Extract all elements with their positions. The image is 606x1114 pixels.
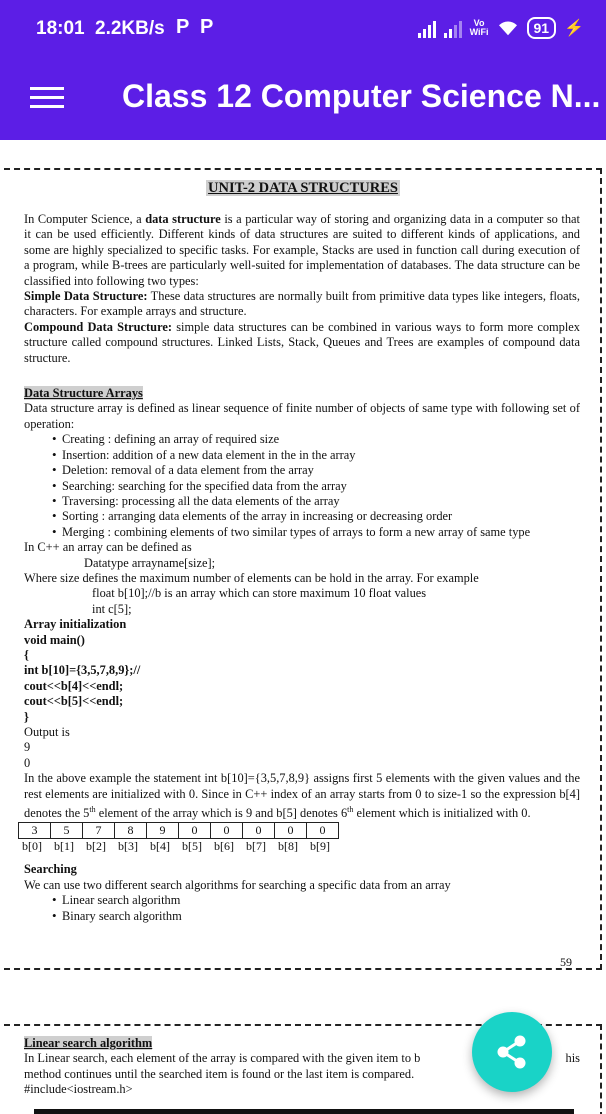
- linear-search-heading: Linear search algorithm: [24, 1036, 153, 1050]
- searching-heading: Searching: [24, 862, 77, 877]
- list-item: • Deletion: removal of a data element from the array: [24, 463, 580, 478]
- compound-ds-paragraph: Compound Data Structure: simple data structures can be combined in various ways to form more complex structure called compound structures. Linked Lists, Stack, Queues and Trees are examples of compound data structure.: [24, 319, 580, 365]
- array-cell: 5: [51, 822, 83, 838]
- document-body: [24, 212, 580, 924]
- code-line: {: [24, 647, 29, 662]
- page-border-top: [4, 168, 602, 170]
- cpp-syntax: Datatype arrayname[size];: [84, 555, 216, 570]
- array-index: b[6]: [214, 838, 234, 853]
- code-line: cout<<b[4]<<endl;: [24, 678, 124, 693]
- share-button[interactable]: [472, 1012, 552, 1092]
- array-index: b[7]: [246, 838, 266, 853]
- status-time: 18:01: [36, 18, 85, 39]
- array-cell: 7: [83, 822, 115, 838]
- output-value: 9: [24, 740, 31, 755]
- linear-search-line: method continues until the searched item is found or the last item is compared.: [24, 1066, 415, 1081]
- operations-list: [24, 432, 580, 540]
- array-index: b[5]: [182, 838, 202, 853]
- code-line: }: [24, 709, 29, 724]
- unit-title: UNIT-2 DATA STRUCTURES: [208, 180, 398, 196]
- init-heading: Array initialization: [24, 617, 127, 632]
- array-index: b[8]: [278, 838, 298, 853]
- array-cell: 9: [147, 822, 179, 838]
- wifi-icon: [497, 19, 519, 37]
- intro-paragraph: In Computer Science, a data structure is a particular way of storing and organizing data in a computer so that it can be used efficiently. Different kinds of data structures are suited to different kinds of applications, and some are highly specialized to specific tasks. For example, Stacks are used in function call during execution of a program, while B-trees are particularly well-suited for implementation of databases. The data structure can be classified into following two types:: [24, 212, 580, 288]
- list-item: • Binary search algorithm: [24, 909, 580, 924]
- list-item: • Creating : defining an array of required size: [24, 432, 580, 447]
- array-cell: 8: [115, 822, 147, 838]
- page-border-bottom: [4, 968, 602, 970]
- list-item: • Linear search algorithm: [24, 893, 580, 908]
- example-line: int c[5];: [92, 601, 132, 616]
- output-label: Output is: [24, 725, 70, 739]
- status-bar: [0, 0, 606, 62]
- explanation-paragraph: In the above example the statement int b[10]={3,5,7,8,9} assigns first 5 elements with the given values and the rest elements are initialized with 0. Since in C++ index of an array starts from 0 to size-1 so the expression b[4] denotes the 5th element of the array which is 9 and b[5] denotes 6th element which is initialized with 0.: [24, 771, 580, 821]
- arrays-definition: Data structure array is defined as linear sequence of finite number of objects of same type with following set of operation:: [24, 401, 580, 431]
- list-item: • Insertion: addition of a new data element in the in the array: [24, 448, 580, 463]
- array-cell: 0: [211, 822, 243, 838]
- array-table: [18, 822, 339, 839]
- array-index: b[3]: [118, 838, 138, 853]
- output-value: 0: [24, 755, 31, 770]
- size-text: Where size defines the maximum number of elements can be hold in the array. For example: [24, 570, 479, 585]
- linear-search-line: #include<iostream.h>: [24, 1082, 133, 1097]
- array-cell: 0: [243, 822, 275, 838]
- searching-text: We can use two different search algorithms for searching a specific data from an array: [24, 877, 451, 892]
- cpp-definition: In C++ an array can be defined as: [24, 540, 192, 555]
- array-index: b[2]: [86, 838, 106, 853]
- array-cell: 0: [307, 822, 339, 838]
- array-cell: 0: [275, 822, 307, 838]
- status-icons: [418, 17, 584, 39]
- code-line: cout<<b[5]<<endl;: [24, 694, 124, 709]
- array-cell: 3: [19, 822, 51, 838]
- list-item: • Traversing: processing all the data elements of the array: [24, 494, 580, 509]
- array-index: b[9]: [310, 838, 330, 853]
- search-list: [24, 893, 580, 924]
- code-line: int b[10]={3,5,7,8,9};//: [24, 663, 141, 678]
- simple-ds-paragraph: Simple Data Structure: These data structures are normally built from primitive data types like integers, floats, characters. For example arrays and structure.: [24, 289, 580, 319]
- list-item: • Searching: searching for the specified data from the array: [24, 479, 580, 494]
- network-speed: 2.2KB/s: [95, 18, 165, 39]
- page-border-right: [600, 168, 602, 970]
- battery-icon: 91: [527, 17, 557, 39]
- app-title: Class 12 Computer Science N...: [122, 78, 601, 114]
- menu-icon[interactable]: [30, 82, 64, 110]
- list-item: • Sorting : arranging data elements of the array in increasing or decreasing order: [24, 509, 580, 524]
- share-icon: [492, 1032, 532, 1072]
- gesture-bar: [34, 1109, 574, 1114]
- document-page: [4, 168, 602, 970]
- array-index: b[4]: [150, 838, 170, 853]
- notification-p-icon: P: [200, 16, 214, 38]
- page-number: 59: [560, 955, 572, 969]
- array-index: b[1]: [54, 838, 74, 853]
- app-bar: [0, 62, 606, 140]
- array-cell: 0: [179, 822, 211, 838]
- example-line: float b[10];//b is an array which can store maximum 10 float values: [92, 586, 427, 601]
- vowifi-icon: Vo WiFi: [469, 18, 489, 37]
- signal-icon: [444, 18, 462, 38]
- list-item: • Merging : combining elements of two similar types of arrays to form a new array of same type: [24, 525, 580, 540]
- charging-icon: ⚡: [564, 20, 584, 37]
- code-line: void main(): [24, 632, 85, 647]
- array-index-row: [22, 839, 580, 854]
- signal-icon: [418, 18, 436, 38]
- arrays-heading: Data Structure Arrays: [24, 386, 143, 401]
- linear-search-line: In Linear search, each element of the array is compared with the given item to b his: [24, 1051, 580, 1066]
- notification-p-icon: P: [176, 16, 190, 38]
- page-border-right: [600, 1024, 602, 1114]
- array-index: b[0]: [22, 838, 42, 853]
